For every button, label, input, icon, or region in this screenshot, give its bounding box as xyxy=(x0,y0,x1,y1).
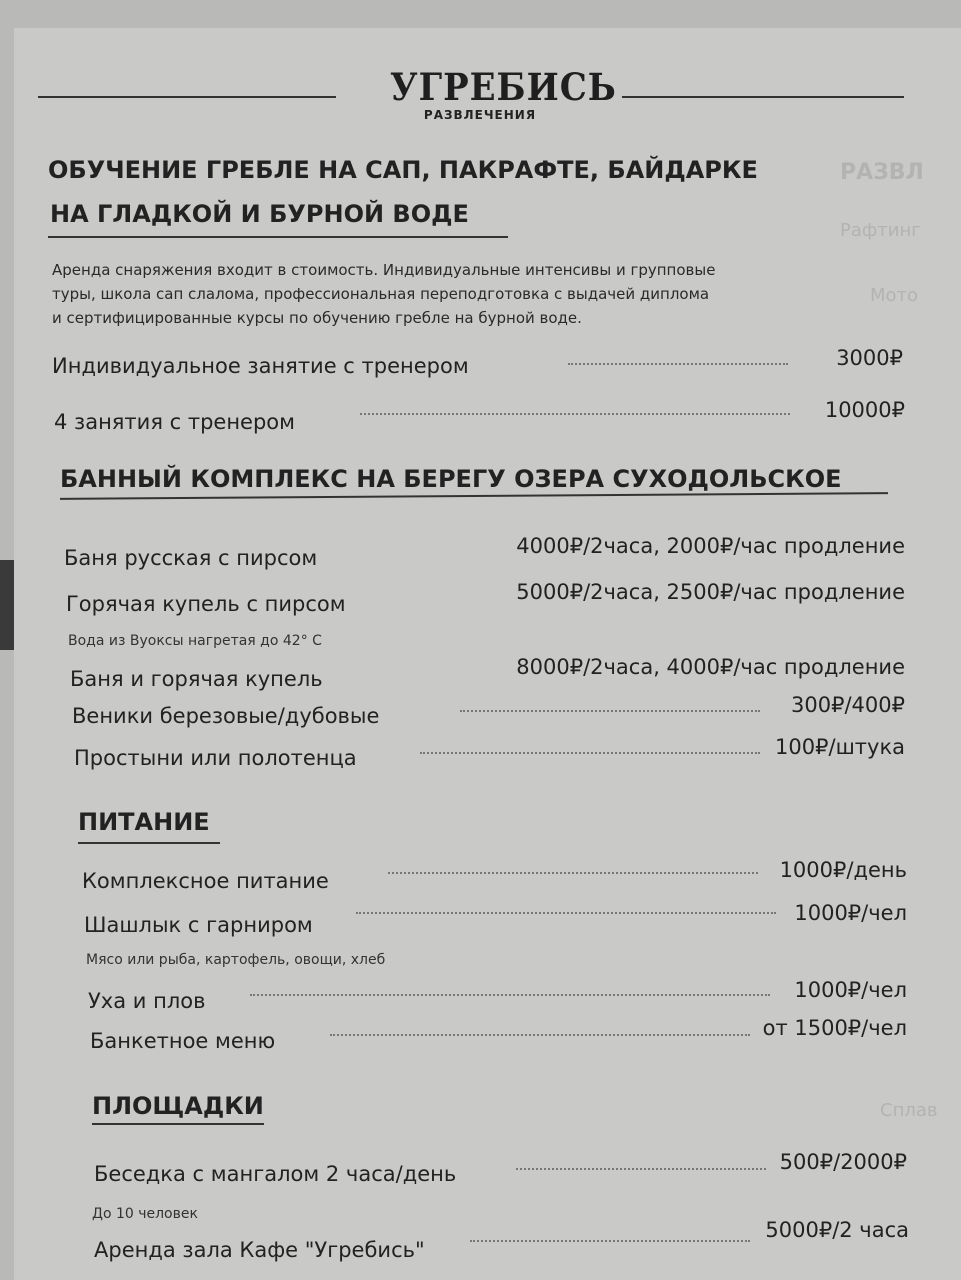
price-item-name: Баня и горячая купель xyxy=(70,667,323,691)
page-edge-shadow xyxy=(0,560,14,650)
price-item-name: Уха и плов xyxy=(88,989,206,1013)
price-item-name: Аренда зала Кафе "Угребись" xyxy=(94,1238,425,1262)
leader-dots xyxy=(516,1168,766,1170)
price-item-price: 4000₽/2часа, 2000₽/час продление xyxy=(516,534,905,558)
price-item-price: 100₽/штука xyxy=(775,735,905,759)
section-title: ОБУЧЕНИЕ ГРЕБЛЕ НА САП, ПАКРАФТЕ, БАЙДАРКЕ xyxy=(48,156,758,184)
leader-dots xyxy=(360,413,790,415)
price-item-price: 500₽/2000₽ xyxy=(779,1150,907,1174)
price-item-name: Банкетное меню xyxy=(90,1029,276,1053)
bleed-through-text: Рафтинг xyxy=(840,220,921,241)
logo-rule-left xyxy=(38,96,336,98)
section-title: ПЛОЩАДКИ xyxy=(92,1092,264,1120)
leader-dots xyxy=(330,1034,750,1036)
section-description: и сертифицированные курсы по обучению гребле на бурной воде. xyxy=(52,309,582,327)
price-item-price: 1000₽/день xyxy=(779,858,907,882)
section-title: БАННЫЙ КОМПЛЕКС НА БЕРЕГУ ОЗЕРА СУХОДОЛЬСКОЕ xyxy=(60,465,842,493)
price-item-name: Шашлык с гарниром xyxy=(84,913,313,937)
price-item-price: 10000₽ xyxy=(824,398,905,422)
section-description: Аренда снаряжения входит в стоимость. Индивидуальные интенсивы и групповые xyxy=(52,261,716,279)
leader-dots xyxy=(470,1240,750,1242)
logo-rule-right xyxy=(622,96,904,98)
price-item-name: 4 занятия с тренером xyxy=(54,410,295,434)
leader-dots xyxy=(250,994,770,996)
section-description: туры, школа сап слалома, профессиональная переподготовка с выдачей диплома xyxy=(52,285,710,303)
leader-dots xyxy=(568,363,788,365)
price-item-name: Веники березовые/дубовые xyxy=(72,704,380,728)
logo-subtitle: РАЗВЛЕЧЕНИЯ xyxy=(423,108,537,122)
price-item-name: Индивидуальное занятие с тренером xyxy=(52,354,469,378)
bleed-through-text: РАЗВЛ xyxy=(840,160,924,185)
leader-dots xyxy=(420,752,760,754)
price-item-price: от 1500₽/чел xyxy=(762,1016,907,1040)
section-underline xyxy=(92,1123,264,1125)
price-item-name: Горячая купель с пирсом xyxy=(66,592,346,616)
leader-dots xyxy=(356,912,776,914)
logo xyxy=(390,66,617,122)
item-note: Мясо или рыба, картофель, овощи, хлеб xyxy=(86,952,386,968)
price-item-price: 5000₽/2часа, 2500₽/час продление xyxy=(516,580,905,604)
section-title: НА ГЛАДКОЙ И БУРНОЙ ВОДЕ xyxy=(50,200,469,228)
item-note: До 10 человек xyxy=(92,1206,198,1222)
bleed-through-text: Сплав xyxy=(880,1100,938,1121)
price-item-price: 300₽/400₽ xyxy=(791,693,905,717)
price-item-price: 1000₽/чел xyxy=(794,978,907,1002)
leader-dots xyxy=(388,872,758,874)
price-item-name: Баня русская с пирсом xyxy=(64,546,318,570)
leader-dots xyxy=(460,710,760,712)
logo-title: УГРЕБИСЬ xyxy=(390,66,617,110)
section-title: ПИТАНИЕ xyxy=(78,808,210,836)
price-item-price: 3000₽ xyxy=(836,346,903,370)
section-underline xyxy=(48,236,508,238)
price-item-name: Беседка с мангалом 2 часа/день xyxy=(94,1162,457,1186)
price-item-name: Комплексное питание xyxy=(82,869,329,893)
price-item-price: 1000₽/чел xyxy=(794,901,907,925)
bleed-through-text: Мото xyxy=(870,285,919,306)
price-item-price: 5000₽/2 часа xyxy=(765,1218,909,1242)
price-item-name: Простыни или полотенца xyxy=(74,746,357,770)
price-item-price: 8000₽/2часа, 4000₽/час продление xyxy=(516,655,905,679)
section-underline xyxy=(78,842,220,844)
item-note: Вода из Вуоксы нагретая до 42° С xyxy=(68,633,322,649)
